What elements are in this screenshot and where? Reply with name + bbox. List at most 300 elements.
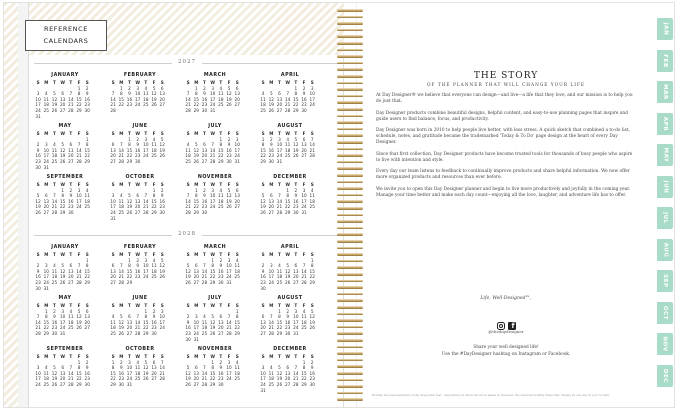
day-cell: 22 [260,153,266,159]
day-cell: 14 [143,198,149,204]
month-grid [259,131,321,165]
day-cell: 5 [294,136,298,142]
day-cell: 28 [309,153,315,159]
weekday-header: M [119,303,124,308]
month-grid [34,131,96,170]
binding-ring [337,181,363,184]
weekday-header: F [302,131,306,136]
day-cell: 18 [43,102,49,108]
month-march-2027 [184,73,246,114]
tab-label: MAR [661,84,668,100]
day-cell: 1 [211,359,214,365]
day-cell: 21 [68,376,74,382]
day-cell: 23 [226,153,232,159]
weekday-header: T [53,354,56,359]
day-cell: 5 [119,314,123,320]
day-cell: 8 [61,193,64,199]
weekday-header: W [285,80,290,85]
day-cell: 4 [219,187,223,193]
day-cell: 25 [118,209,124,215]
day-cell: 4 [69,308,73,314]
month-december-2028 [259,347,321,393]
month-name: MARCH [203,245,227,250]
day-cell: 30 [118,381,124,387]
day-cell: 4 [203,314,206,320]
day-cell: 22 [209,376,216,382]
weekday-header: T [128,303,131,308]
day-cell: 21 [185,204,191,210]
month-grid [259,182,321,216]
binding-ring [337,62,363,65]
binding-ring [337,95,363,98]
day-cell: 5 [144,359,148,365]
weekday-header: S [36,252,40,257]
day-cell: 29 [59,209,66,215]
day-cell: 31 [234,158,240,164]
day-cell: 30 [159,209,165,215]
tab-label: JAN [662,22,668,36]
weekday-header: S [36,131,40,136]
day-cell: 28 [293,381,299,387]
day-cell: 22 [76,102,82,108]
day-cell: 24 [226,274,232,280]
month-grid [34,354,96,388]
binding-ring [337,49,363,52]
day-cell: 2 [152,308,156,314]
day-cell: 23 [118,376,124,382]
day-cell: 1 [111,359,115,365]
weekday-header: M [44,80,49,85]
day-cell: 20 [151,370,157,376]
story-paragraph-1: At Day Designer® we believe that everyone can design—and live—a life that they love, and our mission is to help you do just that. [376,93,633,104]
day-cell: 20 [84,319,90,325]
day-cell: 20 [68,153,74,159]
day-cell: 17 [43,274,49,280]
weekday-header: T [69,182,73,187]
day-cell: 26 [118,330,124,336]
weekday-header: S [186,252,190,257]
tab-may[interactable] [656,143,674,167]
tab-dec[interactable] [656,364,674,388]
day-cell: 14 [76,147,82,153]
day-cell: 19 [209,325,216,331]
binding-ring [337,247,363,250]
weekday-header: T [278,80,281,85]
tab-label: FEB [661,53,668,68]
weekday-header: T [278,252,281,257]
weekday-header: M [119,354,124,359]
day-cell: 4 [119,193,123,199]
day-cell: 17 [234,147,240,153]
day-cell: 11 [218,193,224,199]
day-cell: 25 [284,153,291,159]
weekday-header: M [119,252,124,257]
day-cell: 2 [294,187,298,193]
weekday-header: W [135,252,140,257]
day-cell: 8 [77,365,81,371]
month-name: JANUARY [51,245,79,250]
binding-ring [337,121,363,124]
day-cell: 1 [85,257,89,263]
month-grid [184,80,246,114]
day-cell: 26 [159,153,165,159]
day-cell: 10 [159,314,165,320]
weekday-header: S [36,80,40,85]
weekday-header: S [85,252,89,257]
day-cell: 2 [219,359,223,365]
day-cell: 14 [35,319,41,325]
day-cell: 10 [226,365,232,371]
weekday-header: S [235,354,239,359]
weekday-header: T [294,182,298,187]
day-cell: 28 [284,107,291,113]
day-cell: 12 [268,96,274,102]
day-cell: 21 [118,274,124,280]
day-cell: 14 [226,319,232,325]
day-cell: 8 [194,193,198,199]
day-cell: 30 [84,107,90,113]
day-cell: 21 [68,102,74,108]
day-cell: 15 [193,198,199,204]
day-cell: 27 [126,330,133,336]
day-cell: 24 [35,107,41,113]
day-cell: 8 [111,365,115,371]
weekday-header: T [69,252,73,257]
tab-mar[interactable] [656,80,674,104]
day-cell: 30 [293,209,299,215]
tab-apr[interactable] [656,112,674,136]
year-block-2028 [34,231,340,401]
day-cell: 20 [260,325,266,331]
day-cell: 23 [134,153,141,159]
tab-jun[interactable] [656,175,674,199]
weekday-header: F [227,303,231,308]
day-cell: 21 [276,204,283,210]
binding-ring [337,16,363,19]
weekday-header: T [144,131,148,136]
day-cell: 4 [53,142,56,148]
day-cell: 19 [226,96,232,102]
day-cell: 20 [301,147,307,153]
day-cell: 16 [268,147,274,153]
day-cell: 27 [159,102,165,108]
planner [3,2,675,408]
day-cell: 18 [309,198,315,204]
weekday-header: S [111,80,115,85]
day-cell: 9 [219,365,223,371]
day-cell: 11 [301,314,307,320]
month-grid [184,303,246,342]
day-cell: 31 [260,387,266,393]
weekday-header: W [210,252,215,257]
binding-ring [337,141,363,144]
day-cell: 8 [85,142,89,148]
day-cell: 31 [276,158,283,164]
day-cell: 2 [119,359,123,365]
weekday-header: M [269,131,274,136]
day-cell: 16 [159,198,165,204]
day-cell: 26 [185,381,191,387]
day-cell: 5 [278,365,281,371]
month-august-2027 [259,124,321,165]
day-cell: 11 [309,193,315,199]
month-grid [34,182,96,216]
month-september-2028 [34,347,96,388]
day-cell: 21 [309,147,315,153]
day-cell: 3 [136,85,139,91]
day-cell: 12 [118,319,124,325]
day-cell: 23 [301,102,307,108]
day-cell: 20 [59,102,66,108]
day-cell: 29 [151,209,157,215]
day-cell: 12 [76,314,82,320]
month-february-2027 [109,73,171,114]
binding-ring [337,240,363,243]
weekday-header: M [269,80,274,85]
day-cell: 19 [151,96,157,102]
day-cell: 1 [85,136,89,142]
weekday-header: T [53,252,56,257]
day-cell: 10 [209,193,216,199]
binding-ring [337,253,363,256]
day-cell: 21 [134,325,141,331]
day-cell: 25 [68,325,74,331]
day-cell: 30 [51,330,58,336]
day-cell: 11 [234,365,240,371]
day-cell: 9 [36,147,40,153]
day-cell: 25 [51,158,58,164]
story-signoff: Life, Well-Designed™, [480,296,532,301]
day-cell: 15 [118,96,124,102]
tab-label: AUG [662,242,668,257]
day-cell: 12 [126,198,133,204]
day-cell: 16 [284,319,291,325]
day-cell: 17 [226,268,232,274]
day-cell: 3 [36,365,40,371]
day-cell: 3 [211,85,214,91]
day-cell: 25 [260,107,266,113]
day-cell: 20 [268,204,274,210]
weekday-header: S [235,252,239,257]
day-cell: 22 [118,102,124,108]
day-cell: 19 [143,370,149,376]
day-cell: 14 [68,370,74,376]
month-grid [259,252,321,291]
day-cell: 22 [276,325,283,331]
story-title: THE STORY [473,71,539,81]
binding-ring [337,227,363,230]
month-february-2028 [109,245,171,286]
day-cell: 3 [44,142,48,148]
day-cell: 27 [301,153,307,159]
month-grid [109,80,171,114]
fine-print: Holiday are representative of the Gregorian Year · Depending on when the moon phase is observed, the observed holiday dates may change by one day in your locality. [372,393,610,397]
binding-ring [337,359,363,362]
weekday-header: S [235,303,239,308]
day-cell: 28 [110,107,116,113]
day-cell: 3 [227,257,231,263]
day-cell: 13 [218,319,224,325]
day-cell: 19 [59,153,66,159]
share-text [356,345,656,358]
day-cell: 31 [35,113,41,119]
day-cell: 12 [284,268,291,274]
day-cell: 15 [126,268,133,274]
day-cell: 30 [84,381,90,387]
reference-label-line-2: CALENDARS [43,37,89,45]
day-cell: 9 [186,319,190,325]
day-cell: 21 [110,102,116,108]
tab-jan[interactable] [656,17,674,41]
day-cell: 16 [301,96,307,102]
day-cell: 22 [293,102,299,108]
day-cell: 14 [76,268,82,274]
day-cell: 2 [128,85,131,91]
month-name: SEPTEMBER [46,175,84,180]
weekday-header: F [152,252,156,257]
tab-label: MAY [662,147,668,163]
month-april-2027 [259,73,321,114]
weekday-header: T [203,182,206,187]
weekday-header: W [210,182,215,187]
day-cell: 30 [218,279,224,285]
day-cell: 18 [151,268,157,274]
day-cell: 6 [61,91,64,97]
day-cell: 29 [276,330,283,336]
day-cell: 18 [151,147,157,153]
weekday-header: W [210,354,215,359]
weekday-header: T [144,252,148,257]
weekday-header: W [285,252,290,257]
weekday-header: S [261,182,265,187]
day-cell: 29 [234,330,240,336]
day-cell: 18 [51,274,58,280]
day-cell: 28 [134,330,141,336]
binding-ring [337,22,363,25]
day-cell: 29 [209,381,216,387]
weekday-header: M [269,303,274,308]
day-cell: 7 [136,314,139,320]
year-block-2027 [34,59,340,229]
day-cell: 16 [201,198,208,204]
binding-ring [337,35,363,38]
tab-aug[interactable] [656,238,674,262]
day-cell: 10 [35,96,41,102]
day-cell: 16 [134,147,141,153]
binding-ring [337,55,363,58]
day-cell: 9 [85,91,89,97]
day-cell: 7 [69,365,73,371]
tab-nov[interactable] [656,332,674,356]
day-cell: 12 [209,319,216,325]
day-cell: 1 [278,308,281,314]
day-cell: 17 [43,153,49,159]
day-cell: 22 [209,274,216,280]
weekday-header: W [285,182,290,187]
day-cell: 24 [59,325,66,331]
day-cell: 8 [128,263,131,269]
day-cell: 14 [118,147,124,153]
day-cell: 12 [293,142,299,148]
day-cell: 31 [193,336,199,342]
day-cell: 7 [203,365,206,371]
day-cell: 2 [186,314,190,320]
month-january-2028 [34,245,96,291]
day-cell: 23 [201,102,208,108]
tab-oct[interactable] [656,301,674,325]
weekday-header: S [111,182,115,187]
binding-ring [337,167,363,170]
tab-feb[interactable] [656,49,674,73]
day-cell: 15 [209,370,216,376]
day-cell: 3 [36,91,40,97]
day-cell: 5 [77,308,81,314]
day-cell: 19 [118,325,124,331]
month-grid [109,131,171,165]
month-name: MARCH [203,73,227,78]
day-cell: 13 [126,319,133,325]
day-cell: 5 [160,136,164,142]
day-cell: 3 [194,314,198,320]
day-cell: 11 [268,370,274,376]
day-cell: 8 [261,142,265,148]
day-cell: 25 [309,204,315,210]
day-cell: 11 [201,319,208,325]
weekday-header: S [310,303,314,308]
binding-ring [337,42,363,45]
day-cell: 30 [226,158,232,164]
day-cell: 5 [53,91,56,97]
weekday-header: S [261,354,265,359]
weekday-header: T [69,354,73,359]
day-cell: 25 [110,330,116,336]
day-cell: 3 [77,187,81,193]
day-cell: 3 [310,85,314,91]
day-cell: 10 [276,142,283,148]
weekday-header: S [186,182,190,187]
binding-ring [337,101,363,104]
day-cell: 5 [261,193,265,199]
weekday-header: F [227,182,231,187]
day-cell: 23 [159,204,165,210]
day-cell: 25 [218,204,224,210]
tab-label: OCT [661,305,668,320]
day-cell: 23 [134,274,141,280]
tab-sep[interactable] [656,269,674,293]
day-cell: 8 [194,91,198,97]
weekday-header: T [53,80,56,85]
day-cell: 4 [85,187,89,193]
tab-jul[interactable] [656,206,674,230]
day-cell: 4 [186,142,190,148]
binding-ring [337,207,363,210]
binding-ring [337,286,363,289]
day-cell: 15 [309,268,315,274]
facebook-icon[interactable]: f [508,322,516,330]
day-cell: 24 [126,376,133,382]
day-cell: 14 [201,370,208,376]
day-cell: 10 [76,193,82,199]
day-cell: 26 [260,209,266,215]
binding-ring [337,233,363,236]
day-cell: 13 [68,147,74,153]
day-cell: 23 [218,274,224,280]
day-cell: 1 [44,308,48,314]
day-cell: 17 [226,370,232,376]
day-cell: 1 [128,257,131,263]
day-cell: 1 [219,136,223,142]
day-cell: 24 [209,102,216,108]
